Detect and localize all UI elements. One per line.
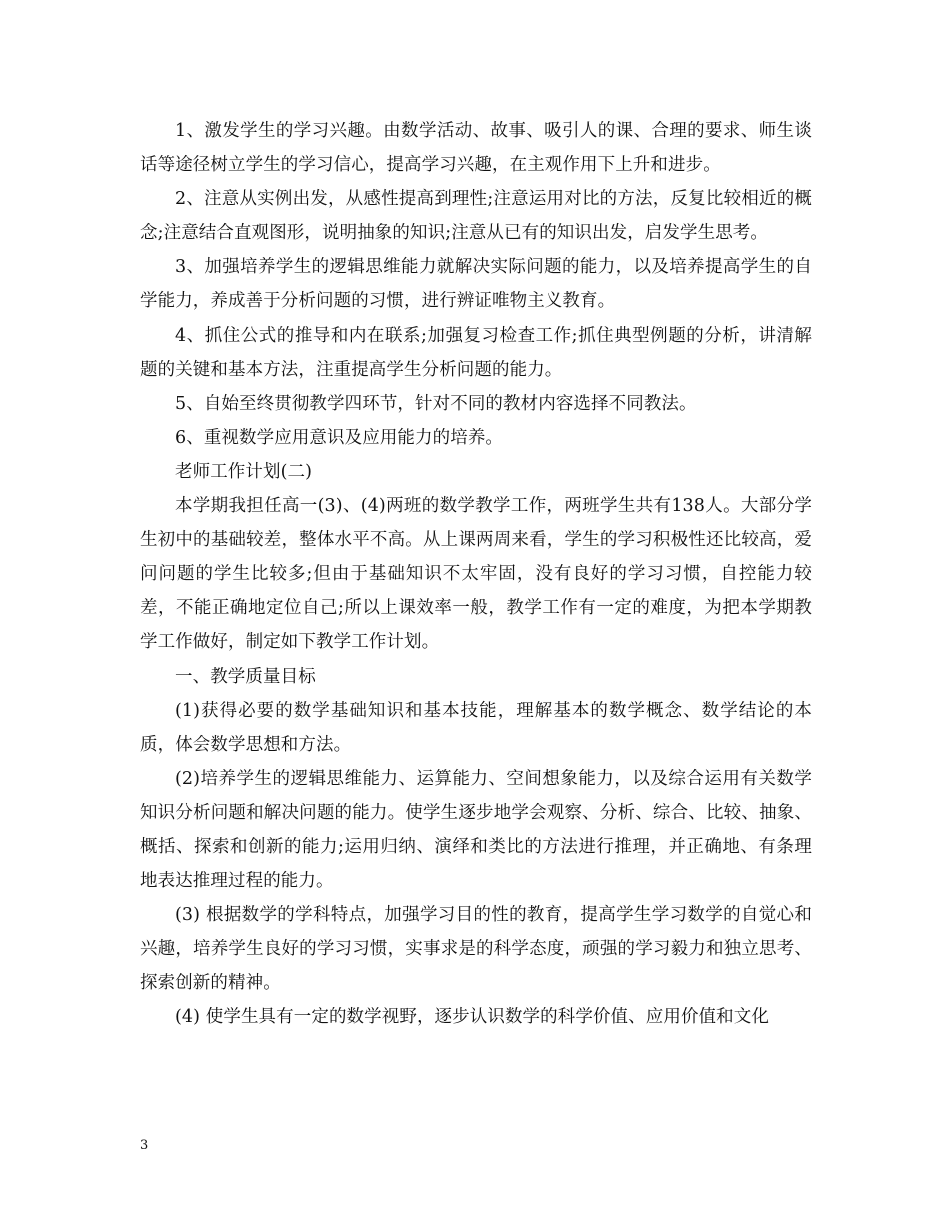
- paragraph-2: 2、注意从实例出发，从感性提高到理性;注意运用对比的方法，反复比较相近的概念;注意结合直观图形，说明抽象的知识;注意从已有的知识出发，启发学生思考。: [140, 189, 812, 244]
- goal-item-4: (4) 使学生具有一定的数学视野，逐步认识数学的科学价值、应用价值和文化: [175, 1007, 769, 1028]
- paragraph-3: 3、加强培养学生的逻辑思维能力就解决实际问题的能力，以及培养提高学生的自学能力，养成善于分析问题的习惯，进行辨证唯物主义教育。: [140, 257, 812, 312]
- goal-item-2: (2)培养学生的逻辑思维能力、运算能力、空间想象能力，以及综合运用有关数学知识分析问题和解决问题的能力。使学生逐步地学会观察、分析、综合、比较、抽象、概括、探索和创新的能力;运用归纳、演绎和类比的方法进行推理，并正确地、有条理地表达推理过程的能力。: [140, 768, 812, 892]
- paragraph-6: 6、重视数学应用意识及应用能力的培养。: [175, 427, 504, 448]
- section-heading-quality-goals: 一、教学质量目标: [175, 666, 316, 687]
- page-number: 3: [140, 1138, 149, 1153]
- goal-item-1: (1)获得必要的数学基础知识和基本技能，理解基本的数学概念、数学结论的本质，体会数学思想和方法。: [140, 700, 812, 755]
- paragraph-4: 4、抓住公式的推导和内在联系;加强复习检查工作;抓住典型例题的分析，讲清解题的关键和基本方法，注重提高学生分析问题的能力。: [140, 325, 812, 380]
- paragraph-5: 5、自始至终贯彻教学四环节，针对不同的教材内容选择不同教法。: [175, 393, 697, 414]
- document-body: [140, 114, 812, 1035]
- goal-item-3: (3) 根据数学的学科特点，加强学习目的性的教育，提高学生学习数学的自觉心和兴趣，培养学生良好的学习习惯，实事求是的科学态度，顽强的学习毅力和独立思考、探索创新的精神。: [140, 905, 812, 994]
- paragraph-intro: 本学期我担任高一(3)、(4)两班的数学教学工作，两班学生共有138人。大部分学生初中的基础较差，整体水平不高。从上课两周来看，学生的学习积极性还比较高，爱问问题的学生比较多;但由于基础知识不太牢固，没有良好的学习习惯，自控能力较差，不能正确地定位自己;所以上课效率一般，教学工作有一定的难度，为把本学期教学工作做好，制定如下教学工作计划。: [140, 496, 812, 653]
- section-title-teacher-plan: 老师工作计划(二): [175, 461, 313, 482]
- paragraph-1: 1、激发学生的学习兴趣。由数学活动、故事、吸引人的课、合理的要求、师生谈话等途径树立学生的学习信心，提高学习兴趣，在主观作用下上升和进步。: [140, 121, 812, 176]
